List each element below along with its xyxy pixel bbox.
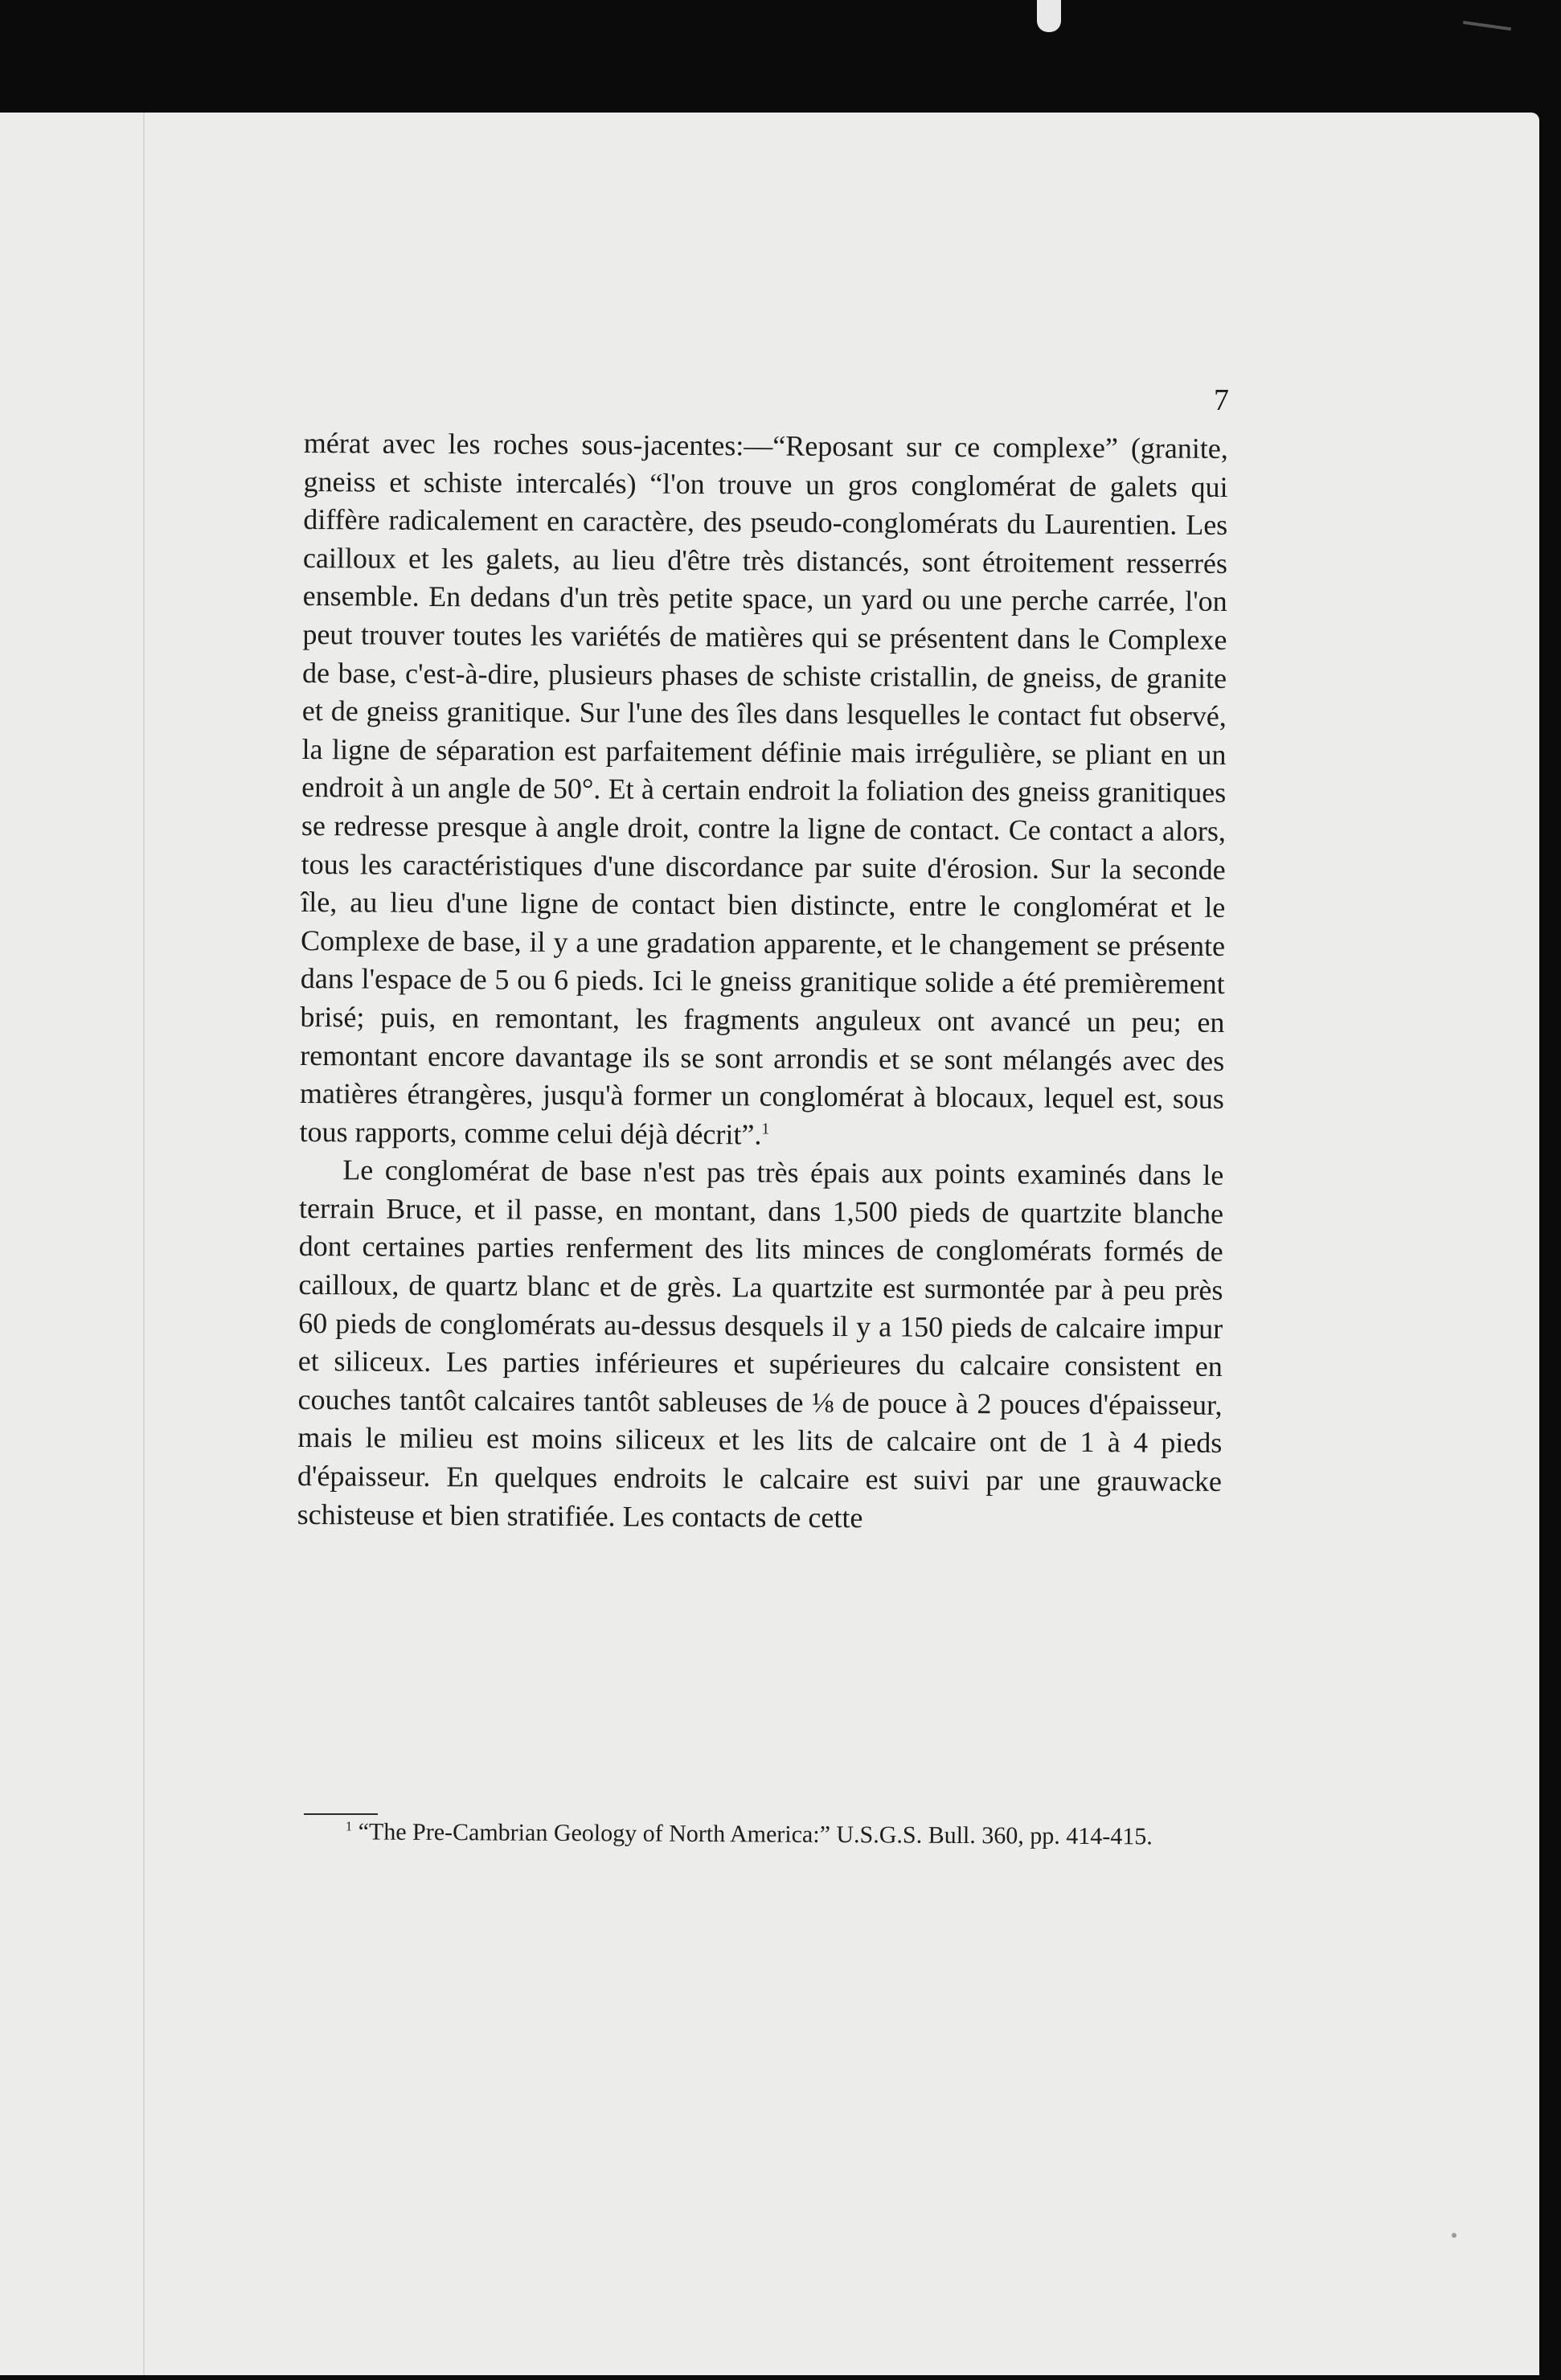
footnote-text: “The Pre-Cambrian Geology of North America:” U.S.G.S. Bull. 360, pp. 414-415. (358, 1818, 1153, 1850)
footnote (304, 1818, 1228, 1851)
scan-artifact-streak (1463, 21, 1511, 31)
footnote-reference: 1 (761, 1120, 770, 1138)
scan-artifact-mark (1037, 0, 1061, 32)
paragraph-2: Le conglomérat de base n'est pas très épais aux points examinés dans le terrain Bruce, et il passe, en montant, dans 1,500 pieds de quartzite blanche dont certaines parties renferment des lits minces de conglomérats formés de cailloux, de quartz blanc et de grès. La quartzite est surmontée par à peu près 60 pieds de conglomérats au-dessus desquels il y a 150 pieds de calcaire impur et siliceux. Les parties inférieures et supérieures du calcaire consistent en couches tantôt calcaires tantôt sableuses de ⅛ de pouce à 2 pouces d'épaisseur, mais le milieu est moins siliceux et les lits de calcaire ont de 1 à 4 pieds d'épaisseur. En quelques endroits le calcaire est suivi par une grauwacke schisteuse et bien stratifiée. Les contacts de cette (297, 1153, 1224, 1534)
footnote-marker: 1 (345, 1818, 353, 1834)
footnote-divider (304, 1813, 378, 1815)
binding-edge (143, 113, 145, 2375)
body-text (297, 424, 1228, 1539)
paragraph-1 (299, 424, 1228, 1157)
dust-speck (1452, 2233, 1457, 2238)
page-number: 7 (1214, 383, 1229, 417)
paragraph-1-text: mérat avec les roches sous-jacentes:—“Reposant sur ce complexe” (granite, gneiss et schiste intercalés) “l'on trouve un gros conglomérat de galets qui diffère radicalement en caractère, des pseudo-conglomérats du Laurentien. Les cailloux et les galets, au lieu d'être très distancés, sont étroitement resserrés ensemble. En dedans d'un très petite space, un yard ou une perche carrée, l'on peut trouver toutes les variétés de matières qui se présentent dans le Complexe de base, c'est-à-dire, plusieurs phases de schiste cristallin, de gneiss, de granite et de gneiss granitique. Sur l'une des îles dans lesquelles le contact fut observé, la ligne de séparation est parfaitement définie mais irrégulière, se pliant en un endroit à un angle de 50°. Et à certain endroit la foliation des gneiss granitiques se redresse presque à angle droit, contre la ligne de contact. Ce contact a alors, tous les caractéristiques d'une discordance par suite d'érosion. Sur la seconde île, au lieu d'une ligne de contact bien distincte, entre le conglomérat et le Complexe de base, il y a une gradation apparente, et le changement se présente dans l'espace de 5 ou 6 pieds. Ici le gneiss granitique solide a été premièrement brisé; puis, en remontant, les fragments anguleux ont avancé un peu; en remontant encore davantage ils se sont arrondis et se sont mélangés avec des matières étrangères, jusqu'à former un conglomérat à blocaux, lequel est, sous tous rapports, comme celui déjà décrit”. (299, 426, 1228, 1151)
